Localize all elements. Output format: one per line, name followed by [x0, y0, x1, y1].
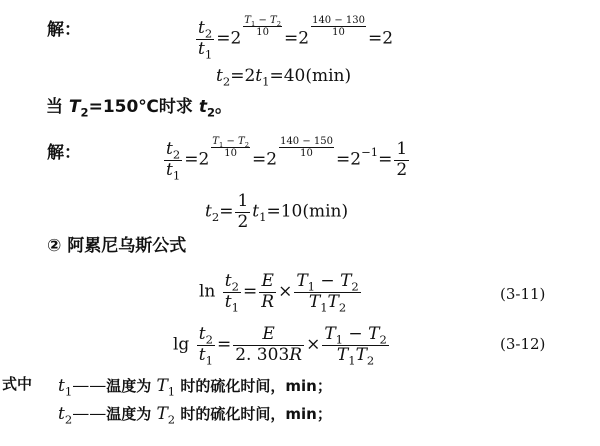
- math-text: ——: [72, 404, 107, 424]
- fraction-denominator: [394, 161, 409, 181]
- math-variable: t: [166, 159, 173, 180]
- fraction-denominator: [164, 161, 182, 181]
- fraction: [322, 325, 388, 365]
- math-text: 2. 303: [235, 344, 290, 365]
- math-text: =2: [284, 28, 310, 49]
- subscript: 1: [172, 168, 181, 183]
- superscript: [277, 136, 336, 159]
- chinese-text: 时求: [158, 97, 199, 117]
- subscript: 2: [206, 105, 216, 120]
- subscript: 2: [204, 26, 213, 41]
- fraction: [196, 18, 214, 62]
- chinese-text: 时的硫化时间，min；: [175, 405, 332, 423]
- math-variable: T: [68, 97, 81, 117]
- subscript: 2: [172, 147, 181, 162]
- fraction: [197, 325, 215, 365]
- subscript: 1: [335, 332, 344, 347]
- math-variable: t: [58, 376, 65, 396]
- fraction-numerator: [233, 325, 304, 346]
- math-variable: T: [308, 291, 321, 312]
- subscript: 1: [64, 384, 73, 399]
- math-variable: t: [198, 344, 206, 365]
- math-text: 10: [224, 148, 237, 159]
- math-variable: T: [324, 324, 336, 344]
- math-variable: T: [244, 15, 251, 26]
- fraction-denominator: [197, 346, 215, 366]
- subscript: 1: [204, 47, 213, 62]
- math-variable: T: [296, 271, 308, 291]
- math-text: ×: [278, 281, 293, 302]
- math-text: −: [223, 136, 239, 147]
- fraction-denominator: [243, 27, 282, 38]
- math-variable: t: [255, 66, 263, 86]
- math-variable: t: [198, 324, 206, 344]
- math-text: =: [216, 334, 232, 355]
- math-text: =2: [230, 66, 256, 86]
- math-text: =: [243, 281, 258, 302]
- math-text: ——: [72, 376, 107, 396]
- math-variable: t: [198, 38, 205, 59]
- subscript: 1: [262, 74, 270, 89]
- math-variable: T: [238, 136, 245, 147]
- equation-number-3-11: (3-11): [500, 285, 546, 303]
- math-text: 10: [332, 27, 345, 38]
- fraction-denominator: [322, 346, 388, 366]
- fraction: [233, 325, 304, 365]
- subscript: 2: [231, 279, 239, 294]
- where-label: 式中: [2, 375, 33, 393]
- fraction-denominator: [233, 346, 304, 366]
- math-text: 2: [396, 159, 408, 180]
- math-variable: R: [261, 291, 275, 312]
- subscript: 2: [64, 412, 73, 427]
- subscript: 2: [366, 352, 375, 367]
- math-variable: t: [252, 201, 260, 222]
- math-text: =150℃: [88, 97, 159, 117]
- fraction: [243, 15, 282, 38]
- fraction-numerator: [223, 272, 241, 293]
- subscript: 1: [167, 384, 176, 399]
- fraction: [259, 272, 276, 312]
- fraction-numerator: [243, 15, 282, 27]
- math-text: 1: [396, 139, 408, 160]
- equation-number-3-12: (3-12): [500, 335, 546, 353]
- superscript: [241, 15, 284, 38]
- math-text: ln: [199, 281, 221, 302]
- definition-t2: [58, 404, 332, 427]
- chinese-text: 当: [46, 97, 69, 117]
- subscript: 2: [80, 105, 89, 120]
- math-text: =2: [336, 149, 362, 170]
- math-text: =: [378, 149, 393, 170]
- superscript: [209, 136, 252, 159]
- math-text: −: [315, 271, 341, 291]
- math-text: 10: [256, 27, 269, 38]
- chinese-text: 时的硫化时间，min；: [175, 377, 332, 395]
- fraction-numerator: [259, 272, 276, 293]
- solution-label-1: 解：: [47, 20, 81, 40]
- math-text: −1: [361, 145, 379, 159]
- solution-label-2: 解：: [47, 143, 81, 163]
- superscript: [309, 15, 368, 38]
- fraction-numerator: [294, 272, 360, 293]
- chinese-text: 温度为: [106, 377, 157, 395]
- math-variable: T: [355, 344, 367, 365]
- math-text: 1: [237, 191, 249, 211]
- fraction-denominator: [196, 40, 214, 60]
- fraction: [311, 15, 366, 38]
- math-variable: t: [198, 18, 205, 39]
- chinese-text: 温度为: [106, 405, 157, 423]
- math-variable: t: [224, 291, 232, 312]
- math-text: =10(min): [266, 201, 349, 222]
- subscript: 2: [338, 299, 347, 314]
- fraction: [294, 272, 360, 312]
- equation-lg-form: [173, 325, 391, 365]
- math-text: −: [255, 15, 271, 26]
- fraction-numerator: [394, 140, 409, 161]
- math-text: 10: [300, 148, 313, 159]
- math-variable: T: [156, 404, 168, 424]
- math-text: =40(min): [269, 66, 352, 86]
- equation-t2-result-1: [216, 66, 352, 89]
- math-variable: T: [270, 15, 277, 26]
- math-variable: t: [205, 201, 212, 222]
- math-text: 2: [237, 211, 249, 232]
- fraction-denominator: [279, 148, 334, 159]
- fraction-denominator: [259, 293, 276, 313]
- fraction: [211, 136, 250, 159]
- fraction-denominator: [235, 213, 250, 233]
- fraction: [223, 272, 241, 312]
- subscript: 1: [250, 20, 256, 28]
- math-variable: T: [156, 376, 168, 396]
- math-variable: E: [262, 324, 275, 344]
- math-variable: T: [340, 271, 352, 291]
- math-variable: R: [289, 344, 303, 365]
- math-variable: E: [261, 271, 274, 291]
- subscript: 2: [379, 332, 387, 347]
- math-text: =2: [184, 149, 210, 170]
- math-text: 140 − 150: [280, 136, 333, 147]
- subscript: 1: [307, 279, 316, 294]
- fraction: [164, 139, 182, 183]
- fraction-denominator: [211, 148, 250, 159]
- fraction-numerator: [235, 192, 250, 213]
- fraction-denominator: [311, 27, 366, 38]
- math-variable: t: [198, 97, 207, 117]
- fraction-numerator: [197, 325, 215, 346]
- fraction-numerator: [164, 140, 182, 161]
- chinese-text: 。: [215, 97, 233, 117]
- fraction-numerator: [279, 136, 334, 148]
- fraction-denominator: [223, 293, 241, 313]
- math-text: =2: [252, 149, 278, 170]
- definition-t1: [58, 376, 332, 399]
- math-variable: t: [166, 139, 173, 160]
- math-variable: T: [327, 291, 339, 312]
- math-variable: T: [336, 344, 349, 365]
- math-variable: t: [224, 271, 232, 291]
- math-text: ×: [306, 334, 321, 355]
- math-text: =2: [368, 28, 394, 49]
- math-variable: t: [58, 404, 65, 424]
- subscript: 2: [167, 412, 176, 427]
- equation-ratio-2: [162, 136, 411, 183]
- math-text: −: [343, 324, 369, 344]
- math-text: =2: [216, 28, 242, 49]
- math-text: =: [219, 201, 234, 222]
- fraction: [235, 192, 250, 232]
- math-variable: T: [368, 324, 380, 344]
- fraction: [279, 136, 334, 159]
- equation-ln-form: [199, 272, 363, 312]
- subscript: 2: [205, 332, 213, 347]
- subscript: 1: [205, 352, 213, 367]
- math-text: 140 − 130: [312, 15, 365, 26]
- math-variable: t: [216, 66, 223, 86]
- subscript: 1: [348, 352, 356, 367]
- fraction-numerator: [322, 325, 388, 346]
- condition-text: [46, 97, 233, 120]
- equation-t2-result-2: [205, 192, 348, 232]
- math-text: lg: [173, 334, 195, 355]
- subscript: 2: [276, 20, 282, 28]
- subscript: 1: [259, 209, 267, 224]
- subscript: 1: [320, 299, 328, 314]
- superscript: [361, 145, 378, 159]
- subscript: 2: [351, 279, 359, 294]
- subscript: 2: [244, 141, 250, 149]
- equation-ratio-1: [194, 15, 394, 62]
- subscript: 2: [222, 74, 231, 89]
- subscript: 2: [211, 209, 220, 224]
- fraction-numerator: [196, 19, 214, 40]
- math-variable: T: [212, 136, 219, 147]
- subscript: 1: [218, 141, 224, 149]
- arrhenius-heading: ② 阿累尼乌斯公式: [47, 236, 187, 256]
- fraction: [394, 140, 409, 180]
- fraction-numerator: [211, 136, 250, 148]
- subscript: 1: [231, 299, 239, 314]
- fraction-numerator: [311, 15, 366, 27]
- fraction-denominator: [294, 293, 360, 313]
